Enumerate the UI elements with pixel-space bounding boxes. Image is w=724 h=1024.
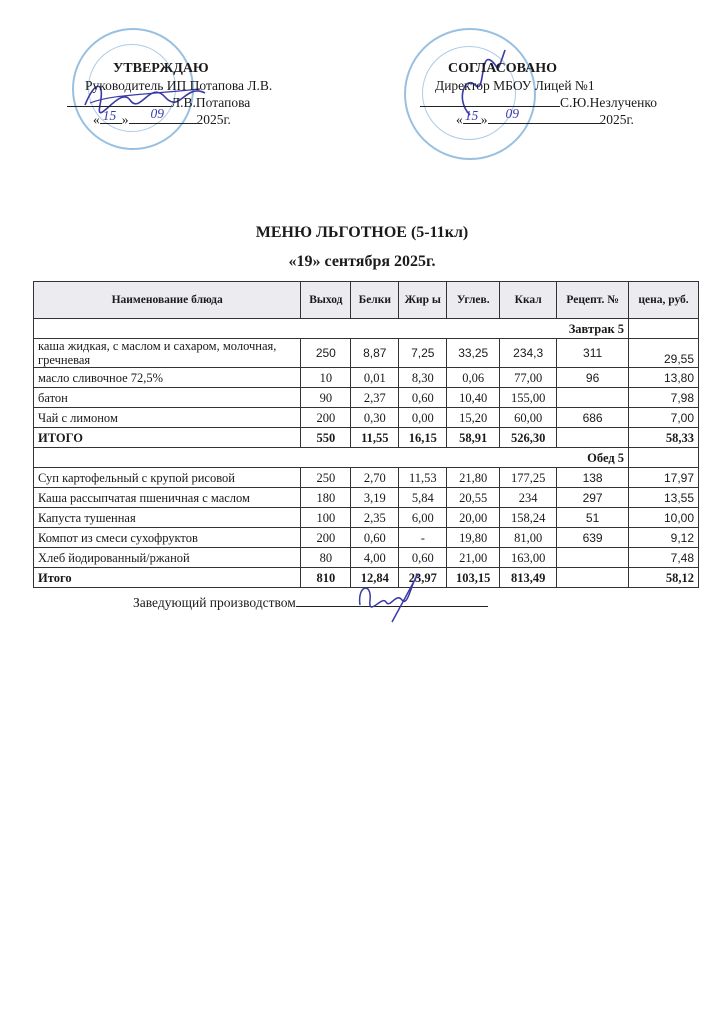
total-carbs-cell: 103,15 (447, 568, 500, 588)
carbs-cell: 20,00 (447, 508, 500, 528)
header-recipe: Рецепт. № (557, 282, 629, 319)
fat-cell: 8,30 (399, 368, 447, 388)
approval-left-date: « 15 » 09 2025г. (93, 106, 231, 127)
table-row (34, 368, 699, 388)
dish-name-cell: Каша рассыпчатая пшеничная с маслом (34, 488, 301, 508)
dish-name-cell: каша жидкая, с маслом и сахаром, молочная, гречневая (34, 339, 301, 368)
total-label: Итого (34, 568, 301, 588)
approval-left-signer: Л.В.Потапова (171, 95, 251, 110)
approval-left-month: 09 (150, 106, 164, 121)
price-cell: 13,55 (629, 488, 699, 508)
approval-right-day: 15 (464, 108, 479, 123)
carbs-cell: 21,00 (447, 548, 500, 568)
dish-name-cell: Хлеб йодированный/ржаной (34, 548, 301, 568)
kcal-cell: 177,25 (500, 468, 557, 488)
table-row (34, 408, 699, 428)
approval-left-title: УТВЕРЖДАЮ (113, 61, 209, 76)
total-price-cell: 58,12 (629, 568, 699, 588)
yield-cell: 10 (301, 368, 351, 388)
kcal-cell: 158,24 (500, 508, 557, 528)
price-cell: 10,00 (629, 508, 699, 528)
fat-cell: 7,25 (399, 339, 447, 368)
fat-cell: 0,00 (399, 408, 447, 428)
price-cell: 29,55 (629, 339, 699, 368)
header-dish-name: Наименование блюда (34, 282, 301, 319)
total-carbs-cell: 58,91 (447, 428, 500, 448)
dish-name-cell: Компот из смеси сухофруктов (34, 528, 301, 548)
carbs-cell: 21,80 (447, 468, 500, 488)
production-manager-label: Заведующий производством (133, 595, 296, 610)
kcal-cell: 234,3 (500, 339, 557, 368)
price-cell: 9,12 (629, 528, 699, 548)
header-carbs: Углев. (447, 282, 500, 319)
document-title: МЕНЮ ЛЬГОТНОЕ (5-11кл) (255, 224, 469, 241)
recipe-cell: 96 (557, 368, 629, 388)
table-row (34, 528, 699, 548)
protein-cell: 2,70 (351, 468, 399, 488)
recipe-cell (557, 548, 629, 568)
section-row (34, 319, 699, 339)
price-cell: 13,80 (629, 368, 699, 388)
header-fat: Жир ы (399, 282, 447, 319)
yield-cell: 200 (301, 528, 351, 548)
table-row (34, 339, 699, 368)
table-row (34, 468, 699, 488)
approval-right-date: « 15 » 09 2025г. (456, 106, 634, 127)
protein-cell: 8,87 (351, 339, 399, 368)
section-label: Обед 5 (34, 448, 629, 468)
protein-cell: 0,01 (351, 368, 399, 388)
yield-cell: 200 (301, 408, 351, 428)
price-cell: 7,00 (629, 408, 699, 428)
header-price: цена, руб. (629, 282, 699, 319)
recipe-cell: 138 (557, 468, 629, 488)
kcal-cell: 155,00 (500, 388, 557, 408)
dish-name-cell: Чай с лимоном (34, 408, 301, 428)
fat-cell: - (399, 528, 447, 548)
approval-right-month: 09 (505, 106, 519, 121)
kcal-cell: 60,00 (500, 408, 557, 428)
total-recipe-cell (557, 428, 629, 448)
section-price-cell (629, 448, 699, 468)
yield-cell: 80 (301, 548, 351, 568)
section-label: Завтрак 5 (34, 319, 629, 339)
header-kcal: Ккал (500, 282, 557, 319)
recipe-cell: 311 (557, 339, 629, 368)
approval-right-signer: С.Ю.Незлученко (560, 95, 657, 110)
protein-cell: 3,19 (351, 488, 399, 508)
yield-cell: 100 (301, 508, 351, 528)
dish-name-cell: масло сливочное 72,5% (34, 368, 301, 388)
table-row (34, 548, 699, 568)
footer-signature-line (133, 594, 488, 611)
section-price-cell (629, 319, 699, 339)
kcal-cell: 81,00 (500, 528, 557, 548)
protein-cell: 2,35 (351, 508, 399, 528)
approval-right-signer-line (420, 94, 657, 111)
menu-table (33, 281, 699, 588)
recipe-cell: 297 (557, 488, 629, 508)
yield-cell: 180 (301, 488, 351, 508)
total-fat-cell: 16,15 (399, 428, 447, 448)
yield-cell: 250 (301, 468, 351, 488)
recipe-cell: 686 (557, 408, 629, 428)
table-row (34, 508, 699, 528)
header-protein: Белки (351, 282, 399, 319)
table-row (34, 488, 699, 508)
dish-name-cell: батон (34, 388, 301, 408)
yield-cell: 90 (301, 388, 351, 408)
total-row (34, 428, 699, 448)
approval-right (420, 60, 657, 128)
approval-left-day: 15 (102, 108, 117, 123)
fat-cell: 6,00 (399, 508, 447, 528)
kcal-cell: 163,00 (500, 548, 557, 568)
table-row (34, 388, 699, 408)
price-cell: 7,48 (629, 548, 699, 568)
kcal-cell: 77,00 (500, 368, 557, 388)
total-protein-cell: 12,84 (351, 568, 399, 588)
approval-right-title: СОГЛАСОВАНО (448, 61, 557, 76)
recipe-cell: 639 (557, 528, 629, 548)
approval-left (85, 60, 272, 128)
total-protein-cell: 11,55 (351, 428, 399, 448)
menu-table-body (34, 319, 699, 588)
section-row (34, 448, 699, 468)
fat-cell: 0,60 (399, 388, 447, 408)
total-recipe-cell (557, 568, 629, 588)
fat-cell: 0,60 (399, 548, 447, 568)
total-label: ИТОГО (34, 428, 301, 448)
carbs-cell: 0,06 (447, 368, 500, 388)
recipe-cell: 51 (557, 508, 629, 528)
protein-cell: 4,00 (351, 548, 399, 568)
total-fat-cell: 23,97 (399, 568, 447, 588)
fat-cell: 11,53 (399, 468, 447, 488)
document-date: «19» сентября 2025г. (288, 253, 436, 270)
carbs-cell: 19,80 (447, 528, 500, 548)
dish-name-cell: Суп картофельный с крупой рисовой (34, 468, 301, 488)
fat-cell: 5,84 (399, 488, 447, 508)
approval-left-year: 2025г. (196, 112, 231, 127)
total-yield-cell: 810 (301, 568, 351, 588)
yield-cell: 250 (301, 339, 351, 368)
table-header-row (34, 282, 699, 319)
approval-right-position: Директор МБОУ Лицей №1 (435, 78, 595, 93)
total-price-cell: 58,33 (629, 428, 699, 448)
price-cell: 7,98 (629, 388, 699, 408)
recipe-cell (557, 388, 629, 408)
total-kcal-cell: 813,49 (500, 568, 557, 588)
protein-cell: 0,30 (351, 408, 399, 428)
total-yield-cell: 550 (301, 428, 351, 448)
kcal-cell: 234 (500, 488, 557, 508)
dish-name-cell: Капуста тушенная (34, 508, 301, 528)
carbs-cell: 15,20 (447, 408, 500, 428)
protein-cell: 0,60 (351, 528, 399, 548)
carbs-cell: 10,40 (447, 388, 500, 408)
approval-left-position: Руководитель ИП Потапова Л.В. (85, 78, 273, 93)
approval-right-year: 2025г. (599, 112, 634, 127)
header-yield: Выход (301, 282, 351, 319)
price-cell: 17,97 (629, 468, 699, 488)
production-manager-signature (352, 570, 422, 625)
total-kcal-cell: 526,30 (500, 428, 557, 448)
carbs-cell: 33,25 (447, 339, 500, 368)
carbs-cell: 20,55 (447, 488, 500, 508)
protein-cell: 2,37 (351, 388, 399, 408)
